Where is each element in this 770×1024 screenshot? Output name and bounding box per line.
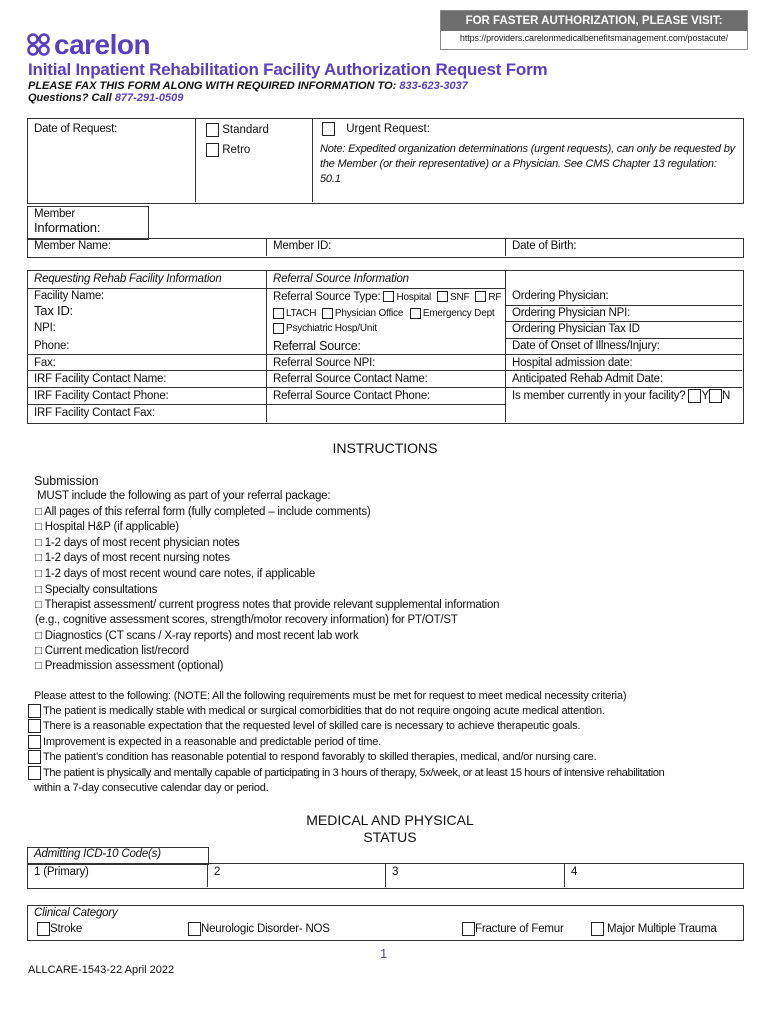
list-item: □ Current medication list/record (35, 645, 189, 657)
snf-label: SNF (449, 292, 470, 303)
questions-prefix: Questions? Call (28, 92, 112, 104)
physician-office-checkbox[interactable] (322, 308, 333, 319)
form-code: ALLCARE-1543-22 April 2022 (28, 964, 175, 976)
retro-option[interactable] (206, 143, 250, 157)
attest-checkbox-3[interactable] (28, 735, 41, 749)
rf-label: RF (488, 292, 502, 303)
referral-source-field[interactable]: Referral Source: (273, 339, 361, 353)
facility-phone-field[interactable]: Phone: (34, 340, 70, 352)
femur-checkbox[interactable] (462, 922, 475, 936)
icd-4-field[interactable]: 4 (571, 866, 578, 878)
urgent-label: Urgent Request: (346, 123, 430, 136)
stroke-option[interactable] (37, 922, 82, 936)
attest-checkbox-2[interactable] (28, 719, 41, 733)
urgent-note-line: the Member (or their representative) or a Physician. See CMS Chapter 13 regulation: (320, 158, 717, 170)
icd-3-field[interactable]: 3 (392, 866, 399, 878)
snf-checkbox[interactable] (437, 291, 448, 302)
referral-contact-phone-field[interactable]: Referral Source Contact Phone: (273, 390, 431, 402)
form-title: Initial Inpatient Rehabilitation Facility Authorization Request Form (28, 60, 548, 79)
medical-status-title (240, 812, 540, 846)
referral-type-row-3 (273, 323, 377, 334)
psych-label: Psychiatric Hosp/Unit (286, 323, 377, 335)
member-divider-1 (266, 238, 267, 256)
logo-wordmark: carelon (54, 29, 151, 60)
list-item: □ 1-2 days of most recent nursing notes (35, 552, 230, 564)
attest-intro: Please attest to the following: (NOTE: All the following requirements must be met for request to meet medical necessity criteria) (34, 690, 627, 702)
request-divider-1 (195, 118, 196, 202)
yes-label: Y (701, 390, 709, 403)
referral-type-row (273, 291, 501, 303)
psych-checkbox[interactable] (273, 323, 284, 334)
icd-primary-field[interactable]: 1 (Primary) (34, 866, 89, 878)
ordering-npi-field[interactable]: Ordering Physician NPI: (512, 307, 631, 319)
authorization-url[interactable]: https://providers.carelonmedicalbenefitsmanagement.com/postacute/ (459, 33, 729, 43)
retro-label: Retro (222, 144, 251, 157)
physician-office-label: Physician Office (334, 308, 404, 320)
list-item: (e.g., cognitive assessment scores, strength/motor recovery information) for PT/OT/ST (35, 614, 458, 626)
provider-header-line (27, 288, 505, 289)
clinical-category-label: Clinical Category (34, 907, 118, 919)
emergency-dept-checkbox[interactable] (410, 308, 421, 319)
hospital-label: Hospital (396, 292, 431, 303)
attest-item: The patient’s condition has reasonable potential to respond favorably to skilled therapies, medical, and/or nursing care. (43, 751, 597, 763)
neuro-label: Neurologic Disorder- NOS (201, 923, 330, 936)
list-item: □ Therapist assessment/ current progress notes that provide relevant supplemental information (35, 599, 500, 611)
trauma-option[interactable] (591, 922, 717, 936)
questions-number: 877-291-0509 (114, 92, 184, 104)
list-item: □ Diagnostics (CT scans / X-ray reports) and most recent lab work (35, 630, 359, 642)
request-divider-2 (312, 118, 313, 202)
urgent-note (320, 142, 735, 187)
icd-label: Admitting ICD-10 Code(s) (34, 848, 161, 860)
list-item: □ Hospital H&P (if applicable) (35, 521, 179, 533)
emergency-dept-label: Emergency Dept (422, 308, 495, 320)
standard-label: Standard (222, 124, 269, 137)
urgent-note-line: Note: Expedited organization determinations (urgent requests), can only be requested by (320, 143, 735, 155)
member-label-line: Information: (34, 220, 101, 235)
attest-checkbox-1[interactable] (28, 704, 41, 718)
ordering-tax-id-field[interactable]: Ordering Physician Tax ID (512, 323, 640, 335)
hospital-checkbox[interactable] (383, 291, 394, 302)
member-row (27, 238, 744, 258)
icd-divider-3 (564, 863, 565, 887)
page-number: 1 (380, 946, 388, 961)
facility-fax-field[interactable]: Fax: (34, 357, 56, 369)
ltach-checkbox[interactable] (273, 308, 284, 319)
member-label-line: Member (34, 208, 75, 220)
member-section-label (34, 207, 100, 235)
list-item: □ All pages of this referral form (fully completed – include comments) (35, 506, 371, 518)
ordering-physician-field[interactable]: Ordering Physician: (512, 290, 609, 302)
list-item: □ Specialty consultations (35, 584, 158, 596)
referral-type-label: Referral Source Type: (273, 291, 381, 303)
retro-checkbox[interactable] (206, 143, 219, 157)
submission-label: Submission (34, 474, 99, 488)
provider-divider-2 (505, 270, 506, 422)
icd-divider-2 (385, 863, 386, 887)
authorization-banner (440, 10, 748, 50)
medical-title-line: MEDICAL AND PHYSICAL (306, 812, 474, 828)
provider-line-1 (27, 354, 742, 355)
facility-contact-name-field[interactable]: IRF Facility Contact Name: (34, 373, 167, 385)
standard-option[interactable] (206, 123, 269, 137)
attest-item: There is a reasonable expectation that the requested level of skilled care is necessary to achieve therapeutic goals. (43, 720, 581, 732)
icd-2-field[interactable]: 2 (214, 866, 221, 878)
must-include-text: MUST include the following as part of your referral package: (37, 490, 331, 502)
date-of-request-label: Date of Request: (34, 123, 118, 135)
ordering-line-1 (505, 305, 742, 306)
list-item: □ Preadmission assessment (optional) (35, 660, 224, 672)
trauma-label: Major Multiple Trauma (607, 923, 717, 936)
instructions-title: INSTRUCTIONS (332, 440, 438, 456)
no-checkbox[interactable] (709, 389, 722, 403)
carelon-logo (26, 30, 150, 60)
list-item: □ 1-2 days of most recent physician notes (35, 537, 240, 549)
provider-divider-1 (266, 270, 267, 422)
carelon-logo-icon (26, 32, 52, 58)
member-dob-field[interactable]: Date of Birth: (512, 240, 577, 252)
attest-tail: within a 7-day consecutive calendar day or period. (34, 782, 269, 794)
urgent-note-line: 50.1 (320, 173, 341, 185)
referral-contact-name-field[interactable]: Referral Source Contact Name: (273, 373, 428, 385)
trauma-checkbox[interactable] (591, 922, 604, 936)
referral-npi-field[interactable]: Referral Source NPI: (273, 357, 376, 369)
attest-checkbox-4[interactable] (28, 750, 41, 764)
facility-tax-id-field[interactable]: Tax ID: (34, 303, 74, 318)
icd-divider-1 (207, 863, 208, 887)
provider-line-4 (27, 404, 505, 405)
currently-in-facility-row (512, 389, 730, 403)
yes-checkbox[interactable] (688, 389, 701, 403)
facility-name-field[interactable]: Facility Name: (34, 290, 105, 302)
rf-checkbox[interactable] (475, 291, 486, 302)
member-divider-2 (505, 238, 506, 256)
ordering-line-2 (505, 321, 742, 322)
referral-header: Referral Source Information (273, 273, 409, 285)
onset-date-field[interactable]: Date of Onset of Illness/Injury: (512, 340, 660, 352)
ordering-line-3 (505, 338, 742, 339)
admission-date-field[interactable]: Hospital admission date: (512, 357, 633, 369)
facility-npi-field[interactable]: NPI: (34, 322, 56, 334)
medical-title-line: STATUS (363, 829, 417, 845)
neuro-option[interactable] (188, 922, 330, 936)
anticipated-admit-field[interactable]: Anticipated Rehab Admit Date: (512, 373, 663, 385)
fax-instructions (28, 80, 468, 104)
referral-type-row-2 (273, 308, 495, 319)
facility-contact-phone-field[interactable]: IRF Facility Contact Phone: (34, 390, 169, 402)
femur-label: Fracture of Femur (475, 923, 564, 936)
attest-item: Improvement is expected in a reasonable and predictable period of time. (43, 736, 382, 748)
provider-line-2 (27, 370, 742, 371)
no-label: N (721, 390, 731, 403)
currently-in-facility-label: Is member currently in your facility? (512, 390, 686, 403)
authorization-label: FOR FASTER AUTHORIZATION, PLEASE VISIT: (441, 11, 747, 31)
stroke-checkbox[interactable] (37, 922, 50, 936)
member-name-field[interactable]: Member Name: (34, 240, 111, 252)
urgent-checkbox[interactable] (322, 122, 335, 136)
standard-checkbox[interactable] (206, 123, 219, 137)
facility-header: Requesting Rehab Facility Information (34, 273, 222, 285)
fax-number: 833-623-3037 (399, 80, 468, 92)
attest-item: The patient is physically and mentally capable of participating in 3 hours of therapy, 5x/week, or at least 15 hours of intensive rehabilitation (43, 767, 665, 779)
urgent-option[interactable] (322, 122, 430, 136)
femur-option[interactable] (462, 922, 564, 936)
fax-prefix: PLEASE FAX THIS FORM ALONG WITH REQUIRED INFORMATION TO: (28, 80, 397, 92)
ltach-label: LTACH (286, 308, 317, 320)
attest-item: The patient is medically stable with medical or surgical comorbidities that do not require ongoing acute medical attention. (43, 705, 605, 717)
facility-contact-fax-field[interactable]: IRF Facility Contact Fax: (34, 407, 155, 419)
attest-checkbox-5[interactable] (28, 766, 41, 780)
member-id-field[interactable]: Member ID: (273, 240, 332, 252)
neuro-checkbox[interactable] (188, 922, 201, 936)
provider-line-3 (27, 387, 742, 388)
stroke-label: Stroke (50, 923, 83, 936)
list-item: □ 1-2 days of most recent wound care notes, if applicable (35, 568, 316, 580)
